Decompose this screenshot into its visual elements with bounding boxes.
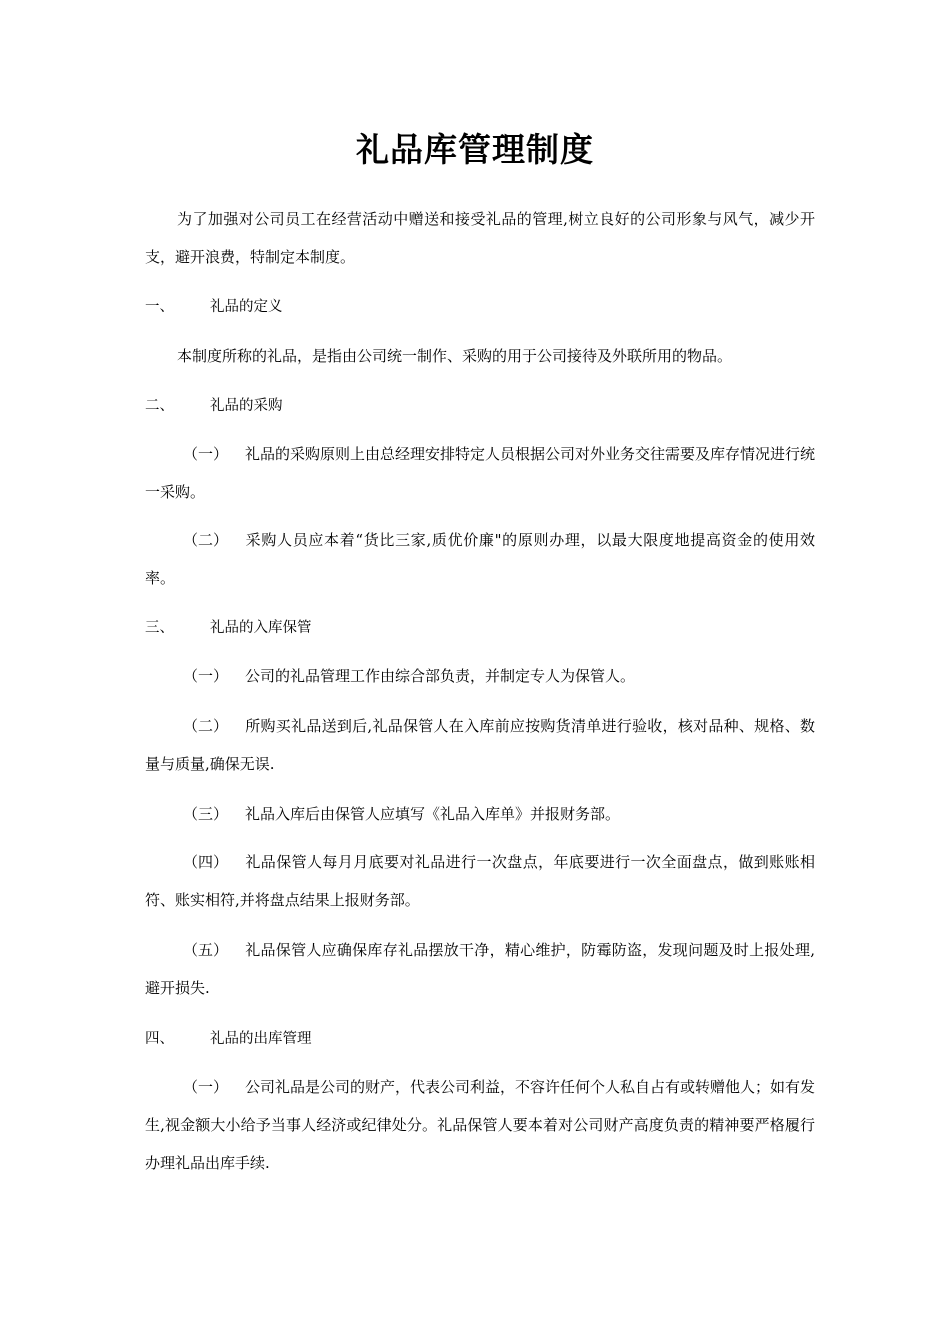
item-marker: （一）	[183, 445, 229, 463]
section-title: 礼品的定义	[210, 299, 283, 315]
section-number: 四、	[145, 1031, 174, 1047]
intro-paragraph: 为了加强对公司员工在经营活动中赠送和接受礼品的管理,树立良好的公司形象与风气，减少开支，避开浪费，特制定本制度。	[145, 210, 815, 266]
item-marker: （五）	[183, 941, 229, 959]
item-text: 礼品入库后由保管人应填写《礼品入库单》并报财务部。	[245, 805, 621, 823]
item-marker: （一）	[183, 667, 229, 685]
list-item	[145, 707, 815, 783]
section-title: 礼品的出库管理	[210, 1031, 312, 1047]
item-marker: （二）	[183, 531, 229, 549]
list-item	[145, 931, 815, 1007]
list-item	[145, 795, 815, 833]
item-text: 采购人员应本着“货比三家,质优价廉"的原则办理，以最大限度地提高资金的使用效率。	[145, 531, 815, 587]
section-heading-4	[145, 1027, 815, 1051]
item-text: 公司的礼品管理工作由综合部负责，并制定专人为保管人。	[245, 667, 636, 685]
item-marker: （二）	[183, 717, 229, 735]
document-title: 礼品库管理制度	[356, 130, 594, 169]
item-text: 所购买礼品送到后,礼品保管人在入库前应按购货清单进行验收，核对品种、规格、数量与质量,确保无误.	[145, 717, 815, 773]
list-item	[145, 843, 815, 919]
list-item	[145, 521, 815, 597]
section-heading-3	[145, 616, 815, 640]
list-item	[145, 657, 815, 695]
list-item	[145, 435, 815, 511]
section-1-paragraph: 本制度所称的礼品，是指由公司统一制作、采购的用于公司接待及外联所用的物品。	[177, 347, 733, 365]
item-text: 公司礼品是公司的财产，代表公司利益，不容许任何个人私自占有或转赠他人；如有发生,视金额大小给予当事人经济或纪律处分。礼品保管人要本着对公司财产高度负责的精神要严格履行办理礼品出库手续.	[145, 1078, 816, 1172]
list-item	[145, 1068, 815, 1182]
section-number: 一、	[145, 299, 174, 315]
item-text: 礼品的采购原则上由总经理安排特定人员根据公司对外业务交往需要及库存情况进行统一采购。	[145, 445, 816, 501]
item-marker: （四）	[183, 853, 229, 871]
section-title: 礼品的入库保管	[210, 620, 312, 636]
item-marker: （三）	[183, 805, 229, 823]
item-text: 礼品保管人应确保库存礼品摆放干净，精心维护，防霉防盗，发现问题及时上报处理,避开损失.	[145, 941, 815, 997]
section-number: 三、	[145, 620, 174, 636]
section-heading-2	[145, 394, 815, 418]
item-text: 礼品保管人每月月底要对礼品进行一次盘点，年底要进行一次全面盘点，做到账账相符、账实相符,并将盘点结果上报财务部。	[145, 853, 815, 909]
section-number: 二、	[145, 398, 174, 414]
item-marker: （一）	[183, 1078, 229, 1096]
section-heading-1	[145, 295, 815, 319]
section-title: 礼品的采购	[210, 398, 283, 414]
